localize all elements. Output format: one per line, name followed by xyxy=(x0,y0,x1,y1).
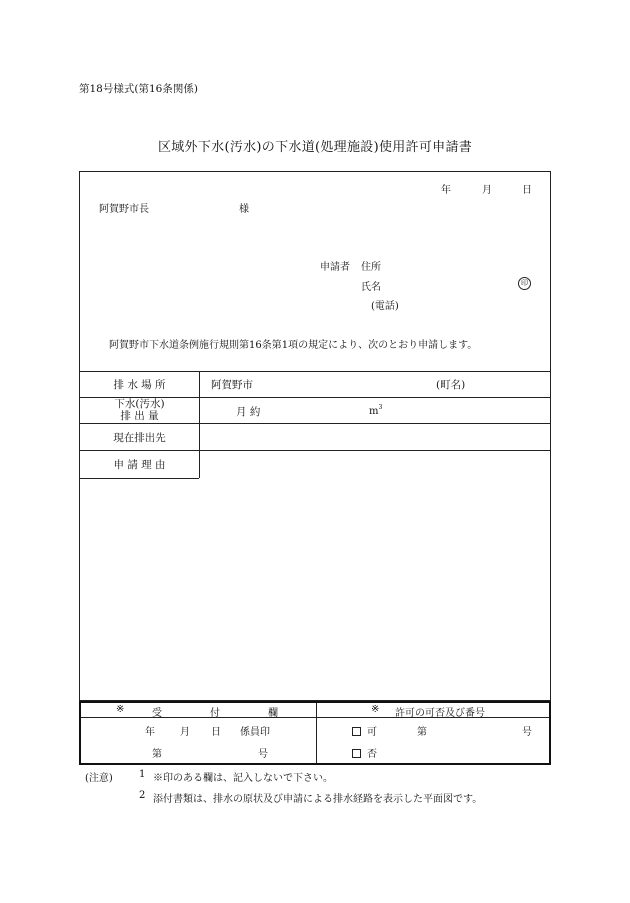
reception-number-dai: 第 xyxy=(152,749,162,760)
discharge-label-line2: 排 出 量 xyxy=(120,410,159,422)
reception-number-go: 号 xyxy=(258,749,268,760)
reception-title-2: 付 xyxy=(210,708,220,719)
drain-location-label: 排 水 場 所 xyxy=(113,379,166,391)
permit-title: 許可の可否及び番号 xyxy=(395,708,485,719)
drain-location-town: (町名) xyxy=(436,379,466,391)
deny-checkbox[interactable] xyxy=(352,749,361,758)
drain-location-city: 阿賀野市 xyxy=(211,379,253,391)
approve-option: 可 xyxy=(352,723,377,738)
date-month: 月 xyxy=(482,185,492,196)
reception-year: 年 xyxy=(145,727,155,738)
honorific: 様 xyxy=(239,204,249,215)
note-2-number: 2 xyxy=(139,790,146,801)
permit-number-dai: 第 xyxy=(417,727,427,738)
reception-section xyxy=(79,701,551,765)
document-title: 区域外下水(汚水)の下水道(処理施設)使用許可申請書 xyxy=(157,140,473,155)
date-day: 日 xyxy=(522,185,532,196)
addressee: 阿賀野市長 xyxy=(99,204,149,215)
application-form xyxy=(79,171,551,701)
seal-mark: 印 xyxy=(518,277,531,290)
discharge-monthly: 月 約 xyxy=(236,406,261,418)
application-statement: 阿賀野市下水道条例施行規則第16条第1項の規定により、次のとおり申請します。 xyxy=(109,340,478,351)
current-destination-label: 現在排出先 xyxy=(113,432,166,444)
deny-option: 否 xyxy=(352,745,377,760)
staff-seal: 係員印 xyxy=(240,727,270,738)
permit-mark: ※ xyxy=(371,704,380,715)
reason-label: 申 請 理 由 xyxy=(113,459,166,471)
date-year: 年 xyxy=(441,185,451,196)
applicant-label: 申請者 xyxy=(320,262,350,273)
approve-checkbox[interactable] xyxy=(352,727,361,736)
reception-title-3: 欄 xyxy=(268,708,278,719)
phone-label: (電話) xyxy=(371,301,399,312)
notes-label: (注意) xyxy=(85,773,113,784)
reception-title-1: 受 xyxy=(152,708,162,719)
form-number: 第18号様式(第16条関係) xyxy=(79,83,198,95)
name-label: 氏名 xyxy=(361,282,381,293)
note-2-text: 添付書類は、排水の原状及び申請による排水経路を表示した平面図です。 xyxy=(153,794,483,805)
reception-mark: ※ xyxy=(116,704,125,715)
reception-day: 日 xyxy=(211,727,221,738)
discharge-unit: $m^3$ xyxy=(369,404,383,417)
reception-month: 月 xyxy=(180,727,190,738)
permit-number-go: 号 xyxy=(522,727,532,738)
note-1-text: ※印のある欄は、記入しないで下さい。 xyxy=(153,773,333,784)
address-label: 住所 xyxy=(361,262,381,273)
note-1-number: 1 xyxy=(139,769,146,780)
discharge-label-line1: 下水(汚水) xyxy=(114,398,165,410)
